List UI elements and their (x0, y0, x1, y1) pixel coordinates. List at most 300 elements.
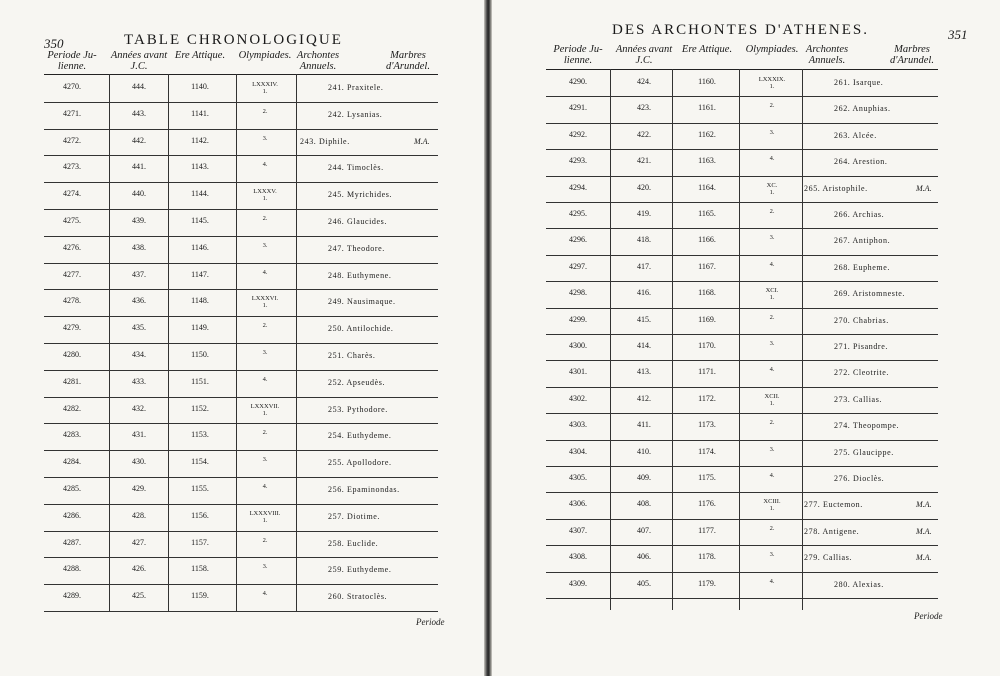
periode-cell: 4281. (63, 376, 81, 386)
olympiade-cell (747, 366, 797, 373)
olympiade-value: 2. (769, 524, 775, 532)
ere-cell: 1153. (191, 430, 209, 440)
periode-cell: 4309. (569, 578, 587, 588)
periode-cell: 4277. (63, 269, 81, 279)
archonte-cell: 268. Eupheme. (834, 262, 891, 272)
header-rule (546, 69, 938, 70)
olympiade-value: 1. (769, 83, 775, 90)
ere-cell: 1171. (698, 367, 716, 377)
table-row (44, 558, 438, 585)
olympiade-cell (747, 155, 797, 162)
periode-cell: 4282. (63, 403, 81, 413)
header-annees-line: Années avant (615, 44, 673, 55)
ere-cell: 1159. (191, 591, 209, 601)
olympiade-value: 4. (262, 590, 268, 598)
ere-cell: 1155. (191, 484, 209, 493)
header-marbres-line: d'Arundel. (386, 61, 430, 72)
annees-cell: 409. (637, 473, 651, 482)
annees-cell: 406. (637, 552, 651, 562)
olympiade-cell (240, 403, 290, 417)
archonte-cell: 256. Epaminondas. (328, 485, 400, 494)
archonte-cell: 261. Isarque. (834, 78, 884, 87)
olympiade-value: XC. (766, 181, 778, 189)
catchword: Periode (416, 617, 445, 627)
olympiade-value: XCIII. (763, 498, 781, 506)
periode-cell: 4302. (569, 393, 587, 403)
archonte-cell: 265. Aristophile. (804, 183, 868, 193)
olympiade-cell (747, 208, 797, 215)
periode-cell: 4287. (63, 537, 81, 547)
catchword: Periode (914, 611, 943, 621)
archonte-cell: 275. Glaucippe. (834, 447, 894, 457)
ere-cell: 1165. (698, 209, 716, 218)
olympiade-cell (747, 446, 797, 453)
olympiade-cell (240, 322, 290, 329)
olympiade-value: 4. (262, 483, 268, 490)
header-marbres (368, 50, 448, 72)
ere-cell: 1163. (698, 156, 716, 166)
periode-cell: 4278. (63, 296, 81, 306)
olympiade-cell (747, 102, 797, 109)
periode-cell: 4275. (63, 216, 81, 225)
header-archontes-line: Annuels. (299, 61, 337, 72)
periode-cell: 4296. (569, 235, 587, 245)
olympiade-cell (240, 510, 290, 524)
ere-cell: 1143. (191, 162, 209, 172)
periode-cell: 4294. (569, 182, 587, 192)
olympiade-cell (240, 242, 290, 249)
olympiade-value: 3. (262, 134, 268, 142)
archonte-cell: 243. Diphile. (300, 136, 350, 146)
row-rule (44, 611, 438, 612)
periode-cell: 4293. (569, 156, 587, 166)
olympiade-value: 4. (769, 366, 775, 374)
table-row (546, 282, 938, 308)
olympiade-cell (240, 483, 290, 490)
ere-cell: 1152. (191, 403, 209, 413)
ere-cell: 1151. (191, 376, 209, 386)
annees-cell: 428. (132, 510, 146, 520)
archonte-cell: 266. Archias. (834, 210, 885, 219)
annees-cell: 414. (637, 341, 651, 350)
olympiade-value: 3. (769, 340, 775, 347)
periode-cell: 4280. (63, 350, 81, 359)
table-row (546, 361, 938, 387)
olympiade-value: 2. (262, 107, 268, 115)
archonte-cell: 280. Alexias. (834, 579, 884, 589)
page-number: 350 (44, 36, 64, 51)
periode-cell: 4305. (569, 473, 587, 482)
olympiade-value: 1. (769, 399, 775, 407)
olympiade-value: 3. (769, 551, 775, 559)
table-row (44, 103, 438, 130)
periode-cell: 4273. (63, 162, 81, 172)
olympiade-cell (747, 525, 797, 532)
table-row (546, 520, 938, 546)
archonte-cell: 253. Pythodore. (328, 404, 388, 414)
ere-cell: 1179. (698, 578, 716, 588)
archonte-cell: 271. Pisandre. (834, 342, 888, 351)
periode-cell: 4274. (63, 189, 81, 199)
olympiade-cell (747, 498, 797, 512)
olympiade-cell (240, 376, 290, 383)
olympiade-value: LXXXIX. (758, 76, 786, 83)
header-periode-line: lienne. (563, 55, 593, 66)
archonte-cell: 257. Diotime. (328, 511, 381, 521)
ere-cell: 1147. (191, 269, 209, 279)
header-ere-line: Ere Attique. (174, 50, 226, 61)
table-row (44, 478, 438, 505)
ere-cell: 1173. (698, 420, 716, 430)
page-number: 351 (948, 27, 968, 42)
periode-cell: 4286. (63, 510, 81, 520)
header-marbres-line: Marbres (390, 50, 426, 61)
ere-cell: 1148. (191, 296, 209, 306)
periode-cell: 4304. (569, 446, 587, 456)
annees-cell: 411. (637, 420, 651, 430)
olympiade-cell (240, 81, 290, 95)
olympiade-value: 3. (262, 563, 268, 571)
olympiade-value: LXXXVIII. (249, 509, 281, 517)
olympiade-value: XCII. (764, 392, 780, 400)
archonte-cell: 262. Anuphias. (834, 104, 891, 114)
olympiade-value: 3. (262, 349, 268, 356)
table-row (546, 203, 938, 229)
annees-cell: 440. (132, 189, 146, 199)
archonte-cell: 264. Arestion. (834, 157, 888, 167)
olympiade-value: 1. (262, 195, 268, 203)
ere-cell: 1154. (191, 457, 209, 467)
annees-cell: 443. (132, 108, 146, 118)
annees-cell: 413. (637, 367, 651, 377)
archonte-cell: 270. Chabrias. (834, 315, 889, 325)
olympiade-value: LXXXVI. (251, 295, 279, 303)
olympiade-cell (240, 563, 290, 570)
periode-cell: 4285. (63, 484, 81, 493)
olympiade-cell (240, 108, 290, 115)
olympiade-value: 4. (262, 268, 268, 276)
periode-cell: 4308. (569, 552, 587, 562)
annees-cell: 405. (637, 578, 651, 588)
olympiade-cell (747, 261, 797, 268)
table-row (546, 97, 938, 123)
olympiade-value: 2. (262, 215, 268, 222)
table-row (546, 335, 938, 361)
annees-cell: 442. (132, 135, 146, 145)
header-archontes (278, 50, 358, 72)
periode-cell: 4270. (63, 82, 81, 91)
ere-cell: 1170. (698, 341, 716, 350)
periode-cell: 4289. (63, 591, 81, 601)
olympiade-cell (747, 314, 797, 321)
periode-cell: 4297. (569, 261, 587, 271)
archonte-cell: 241. Praxitele. (328, 83, 384, 92)
olympiade-cell (240, 188, 290, 202)
header-ere-line: Ere Attique. (681, 44, 733, 55)
olympiade-value: 2. (262, 322, 268, 330)
olympiade-value: LXXXVII. (250, 402, 280, 410)
table-row (44, 532, 438, 559)
annees-cell: 418. (637, 235, 651, 245)
annees-cell: 435. (132, 323, 146, 333)
table-row (44, 451, 438, 478)
table-row (44, 344, 438, 371)
periode-cell: 4271. (63, 108, 81, 118)
archonte-cell: 254. Euthydeme. (328, 431, 392, 441)
table-row (546, 229, 938, 255)
row-rule (546, 598, 938, 599)
archonte-cell: 276. Dioclès. (834, 474, 885, 483)
marbre-cell: M.A. (916, 500, 932, 510)
ere-cell: 1142. (191, 135, 209, 145)
ere-cell: 1162. (698, 129, 716, 139)
table-row (44, 290, 438, 317)
annees-cell: 423. (637, 103, 651, 113)
book-gutter (484, 0, 492, 676)
ere-cell: 1145. (191, 216, 209, 225)
annees-cell: 434. (132, 350, 146, 359)
annees-cell: 419. (637, 209, 651, 218)
right-page (492, 0, 1000, 676)
header-periode-line: Periode Ju- (47, 50, 97, 61)
archonte-cell: 273. Callias. (834, 394, 883, 404)
olympiade-value: 2. (262, 429, 268, 437)
header-olympiades-line: Olympiades. (745, 44, 799, 55)
header-marbres (872, 44, 952, 66)
olympiade-value: 2. (769, 102, 775, 110)
olympiade-cell (747, 393, 797, 407)
table-row (546, 256, 938, 282)
header-olympiades-line: Olympiades. (238, 50, 292, 61)
archonte-cell: 248. Euthymene. (328, 270, 392, 280)
archonte-cell: 269. Aristomneste. (834, 289, 906, 299)
table-row (546, 388, 938, 414)
olympiade-value: 4. (769, 472, 775, 479)
ere-cell: 1174. (698, 446, 716, 456)
periode-cell: 4291. (569, 103, 587, 113)
annees-cell: 412. (637, 393, 651, 403)
ere-cell: 1168. (698, 288, 716, 298)
ere-cell: 1166. (698, 235, 716, 245)
archonte-cell: 272. Cleotrite. (834, 368, 889, 378)
olympiade-value: 4. (769, 577, 775, 585)
archonte-cell: 278. Antigene. (804, 526, 860, 536)
olympiade-cell (240, 429, 290, 436)
olympiade-value: LXXXIV. (252, 81, 278, 88)
annees-cell: 430. (132, 457, 146, 467)
olympiade-value: 1. (262, 302, 268, 310)
header-periode-line: lienne. (57, 61, 87, 72)
header-annees-line: J.C. (130, 61, 148, 72)
annees-cell: 431. (132, 430, 146, 440)
olympiade-cell (747, 340, 797, 347)
ere-cell: 1157. (191, 537, 209, 547)
olympiade-cell (240, 590, 290, 597)
olympiade-cell (747, 287, 797, 301)
periode-cell: 4284. (63, 457, 81, 467)
ere-cell: 1176. (698, 499, 716, 509)
olympiade-cell (747, 472, 797, 479)
table-row (44, 264, 438, 291)
ere-cell: 1164. (698, 182, 716, 192)
olympiade-value: 4. (769, 260, 775, 268)
annees-cell: 421. (637, 156, 651, 166)
olympiade-value: 1. (262, 409, 268, 417)
ere-cell: 1172. (698, 393, 716, 403)
annees-cell: 426. (132, 564, 146, 574)
archonte-cell: 259. Euthydeme. (328, 565, 392, 575)
olympiade-value: 1. (769, 188, 775, 196)
marbre-cell: M.A. (414, 136, 430, 146)
ere-cell: 1158. (191, 564, 209, 574)
table-row (546, 467, 938, 493)
annees-cell: 427. (132, 537, 146, 547)
ere-cell: 1150. (191, 350, 209, 359)
olympiade-cell (747, 76, 797, 90)
annees-cell: 429. (132, 484, 146, 493)
table-row (546, 573, 938, 599)
ere-cell: 1161. (698, 103, 716, 113)
ere-cell: 1177. (698, 525, 716, 535)
archonte-cell: 251. Charès. (328, 351, 376, 360)
annees-cell: 433. (132, 376, 146, 386)
annees-cell: 422. (637, 129, 651, 139)
archonte-cell: 250. Antilochide. (328, 324, 394, 334)
archonte-cell: 242. Lysanias. (328, 109, 383, 119)
olympiade-value: LXXXV. (253, 188, 277, 196)
table-row (546, 177, 938, 203)
olympiade-cell (240, 135, 290, 142)
annees-cell: 436. (132, 296, 146, 306)
annees-cell: 420. (637, 182, 651, 192)
table-row (546, 414, 938, 440)
ere-cell: 1178. (698, 552, 716, 562)
annees-cell: 437. (132, 269, 146, 279)
annees-cell: 417. (637, 261, 651, 271)
periode-cell: 4276. (63, 242, 81, 252)
periode-cell: 4279. (63, 323, 81, 333)
marbre-cell: M.A. (916, 183, 932, 193)
annees-cell: 415. (637, 314, 651, 324)
olympiade-cell (240, 295, 290, 309)
ere-cell: 1144. (191, 189, 209, 199)
header-marbres-line: Marbres (894, 44, 930, 55)
marbre-cell: M.A. (916, 553, 932, 563)
archonte-cell: 245. Myrichides. (328, 190, 393, 200)
olympiade-cell (747, 182, 797, 196)
archonte-cell: 258. Euclide. (328, 538, 379, 548)
header-marbres-line: d'Arundel. (890, 55, 934, 66)
table-row (44, 76, 438, 103)
ere-cell: 1169. (698, 314, 716, 324)
olympiade-value: 2. (262, 536, 268, 544)
periode-cell: 4292. (569, 129, 587, 139)
table-row (44, 424, 438, 451)
table-row (44, 585, 438, 612)
periode-cell: 4295. (569, 209, 587, 218)
table-row (44, 130, 438, 157)
olympiade-cell (747, 234, 797, 241)
archonte-cell: 277. Euctemon. (804, 500, 863, 510)
header-annees-line: Années avant (110, 50, 168, 61)
header-archontes (787, 44, 867, 66)
page-title: DES ARCHONTES D'ATHENES. (612, 22, 869, 38)
olympiade-value: XCI. (765, 287, 779, 295)
header-archontes-line: Archontes (296, 50, 340, 61)
annees-cell: 408. (637, 499, 651, 509)
olympiade-value: 3. (769, 128, 775, 136)
table-row (44, 317, 438, 344)
header-annees-line: J.C. (635, 55, 653, 66)
olympiade-cell (747, 419, 797, 426)
page-title: TABLE CHRONOLOGIQUE (124, 32, 343, 48)
ere-cell: 1140. (191, 82, 209, 91)
annees-cell: 439. (132, 216, 146, 225)
ere-cell: 1160. (698, 77, 716, 86)
periode-cell: 4283. (63, 430, 81, 440)
ere-cell: 1146. (191, 242, 209, 252)
olympiade-cell (747, 551, 797, 558)
periode-cell: 4301. (569, 367, 587, 377)
olympiade-cell (747, 129, 797, 136)
annees-cell: 410. (637, 446, 651, 456)
olympiade-value: 3. (262, 456, 268, 464)
annees-cell: 444. (132, 82, 146, 91)
header-rule (44, 74, 438, 75)
header-archontes-line: Archontes (805, 44, 849, 55)
table-row (546, 546, 938, 572)
annees-cell: 438. (132, 242, 146, 252)
header-periode-line: Periode Ju- (553, 44, 603, 55)
archonte-cell: 249. Nausimaque. (328, 297, 396, 307)
olympiade-value: 3. (262, 241, 268, 249)
archonte-cell: 274. Theopompe. (834, 421, 900, 431)
periode-cell: 4300. (569, 341, 587, 350)
olympiade-value: 3. (769, 234, 775, 242)
olympiade-value: 1. (769, 294, 775, 302)
archonte-cell: 263. Alcée. (834, 130, 877, 140)
table-row (546, 150, 938, 176)
annees-cell: 425. (132, 591, 146, 601)
olympiade-cell (240, 349, 290, 356)
archonte-cell: 244. Timoclès. (328, 163, 384, 173)
ere-cell: 1167. (698, 261, 716, 271)
olympiade-value: 2. (769, 208, 775, 215)
table-row (546, 309, 938, 335)
annees-cell: 441. (132, 162, 146, 172)
ere-cell: 1175. (698, 473, 716, 482)
olympiade-cell (240, 269, 290, 276)
table-row (44, 398, 438, 425)
periode-cell: 4272. (63, 135, 81, 145)
olympiade-cell (240, 537, 290, 544)
periode-cell: 4288. (63, 564, 81, 574)
olympiade-value: 1. (769, 505, 775, 513)
annees-cell: 416. (637, 288, 651, 298)
periode-cell: 4298. (569, 288, 587, 298)
olympiade-cell (240, 456, 290, 463)
olympiade-value: 1. (262, 516, 268, 524)
olympiade-value: 2. (769, 313, 775, 321)
olympiade-value: 1. (262, 88, 268, 95)
archonte-cell: 252. Apseudès. (328, 377, 386, 387)
table-row (44, 237, 438, 264)
annees-cell: 432. (132, 403, 146, 413)
ere-cell: 1141. (191, 108, 209, 118)
olympiade-value: 2. (769, 419, 775, 427)
periode-cell: 4299. (569, 314, 587, 324)
left-page (0, 0, 484, 676)
